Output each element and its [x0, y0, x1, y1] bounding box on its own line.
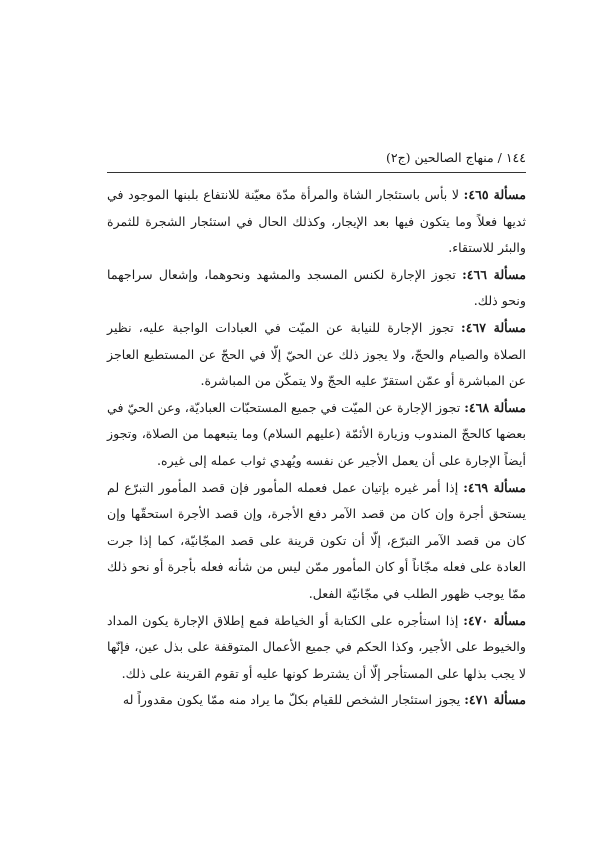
issue-label-470: مسألة ٤٧٠: — [463, 612, 526, 628]
issue-label-471: مسألة ٤٧١: — [464, 692, 526, 708]
issue-text-465: لا بأس باستئجار الشاة والمرأة مدّة معيّنة للانتفاع بلبنها الموجود في ثديها فعلاً وما يتكون فيها بعد الإيجار، وكذلك الحال في استئجار الشجرة للثمرة والبئر للاستقاء. — [107, 187, 526, 256]
paragraph-471 — [107, 687, 526, 714]
issue-label-469: مسألة ٤٦٩: — [463, 479, 526, 495]
issue-text-466: تجوز الإجارة لكنس المسجد والمشهد ونحوهما، وإشعال سراجهما ونحو ذلك. — [107, 266, 526, 309]
issue-label-467: مسألة ٤٦٧: — [461, 319, 527, 335]
issue-label-466: مسألة ٤٦٦: — [462, 266, 526, 282]
issue-label-465: مسألة ٤٦٥: — [463, 187, 526, 202]
running-header: ١٤٤ / منهاج الصالحين (ج٢) — [385, 150, 526, 165]
paragraph-467 — [107, 315, 526, 395]
issue-text-467: تجوز الإجارة للنيابة عن الميّت في العبادات الواجبة عليه، نظير الصلاة والصيام والحجّ، ولا يجوز ذلك عن الحيّ إلّا في الحجّ عن المستطيع العاجز عن المباشرة أو عمّن استقرّ عليه الحجّ ولا يتمكّن من المباشرة. — [107, 319, 526, 389]
issue-label-468: مسألة ٤٦٨: — [464, 399, 526, 415]
paragraph-468 — [107, 395, 526, 475]
issue-text-471: يجوز استئجار الشخص للقيام بكلّ ما يراد منه ممّا يكون مقدوراً له — [122, 692, 465, 708]
issue-text-468: تجوز الإجارة عن الميّت في جميع المستحبّات العباديّة، وعن الحيّ في بعضها كالحجّ المندوب وزيارة الأئمّة (عليهم السلام) وما يتبعهما من الصلاة، وتجوز أيضاً الإجارة على أن يعمل الأجير عن نفسه ويُهدي ثواب عمله إلى غيره. — [107, 399, 526, 468]
paragraph-470 — [107, 608, 526, 688]
body-text — [107, 182, 526, 714]
paragraph-469 — [107, 475, 526, 608]
paragraph-466 — [107, 262, 526, 315]
issue-text-469: إذا أمر غيره بإتيان عمل فعمله المأمور فإن قصد المأمور التبرّع لم يستحق أجرة وإن كان من قصد الآمر دفع الأجرة، وإن قصد الأجرة استحقّها وإن كان من قصد الآمر التبرّع، إلّا أن تكون قرينة على قصد المجّانيّة، كما إذا جرت العادة على فعله مجّاناً أو كان المأمور ممّن ليس من شأنه فعله بأجرة أو نحو ذلك ممّا يوجب ظهور الطلب في مجّانيّة الفعل. — [107, 479, 526, 601]
paragraph-465 — [107, 182, 526, 262]
header-rule — [107, 172, 526, 173]
issue-text-470: إذا استأجره على الكتابة أو الخياطة فمع إطلاق الإجارة يكون المداد والخيوط على الأجير، وكذا الحكم في جميع الأعمال المتوقفة على بذل عين، فإنّها لا يجب بذلها على المستأجر إلّا أن يشترط كونها عليه أو تقوم القرينة على ذلك. — [107, 612, 526, 681]
